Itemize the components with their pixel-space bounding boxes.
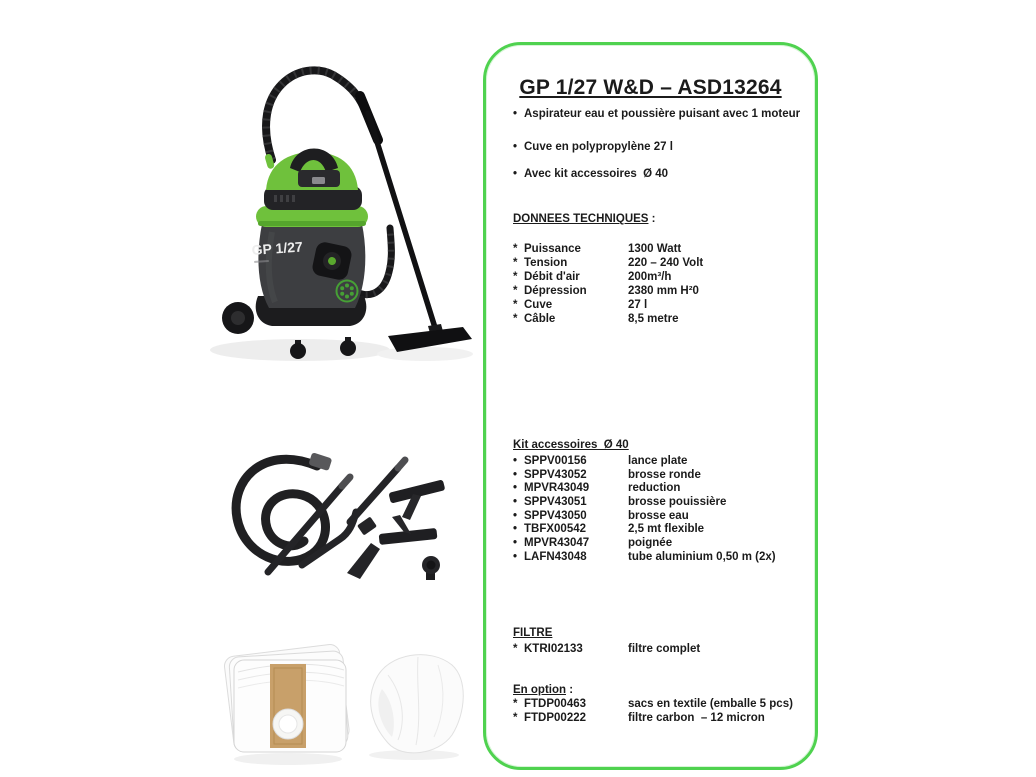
flexible-hose — [236, 459, 325, 561]
filter-table — [513, 643, 700, 657]
star-marker: * — [513, 285, 518, 297]
kit-section-heading: Kit accessoires Ø 40 — [513, 439, 629, 451]
star-marker: * — [513, 257, 518, 269]
filter-section-heading: FILTRE — [513, 627, 553, 639]
tech-row — [513, 313, 703, 327]
kit-code: SPPV43051 — [524, 496, 587, 509]
option-row — [513, 712, 793, 726]
kit-code: MPVR43049 — [524, 482, 590, 495]
feature-bullet — [513, 141, 673, 153]
tech-label: Tension — [524, 257, 568, 269]
kit-desc: brosse ronde — [628, 468, 701, 481]
vacuum-product-image — [200, 58, 480, 370]
bullet-dot-icon: • — [513, 468, 518, 481]
tech-row — [513, 299, 703, 313]
accessory-kit-image — [222, 428, 477, 603]
textile-filter-illustration — [358, 645, 470, 763]
kit-row — [513, 455, 776, 469]
dust-bags-illustration — [218, 638, 360, 770]
tech-label: Puissance — [524, 243, 581, 255]
tech-row — [513, 285, 703, 299]
bullet-dot-icon: • — [513, 482, 518, 495]
star-marker: * — [513, 313, 518, 325]
kit-code: SPPV43050 — [524, 509, 587, 522]
kit-desc: lance plate — [628, 455, 688, 467]
kit-desc: brosse eau — [628, 509, 689, 522]
reduction-adapter — [357, 516, 377, 535]
kit-code: TBFX00542 — [524, 523, 587, 536]
options-table — [513, 698, 793, 726]
bullet-dot-icon: • — [513, 537, 518, 550]
tech-value: 1300 Watt — [628, 243, 682, 255]
tech-table — [513, 243, 703, 327]
page-title: GP 1/27 W&D – ASD13264 — [519, 76, 782, 99]
dust-bags-image — [218, 638, 360, 770]
bullet-dot-icon: • — [513, 141, 518, 153]
textile-filter-image — [358, 645, 470, 763]
tech-label: Débit d'air — [524, 271, 580, 283]
kit-row — [513, 482, 776, 496]
tech-row — [513, 257, 703, 271]
tech-value: 220 – 240 Volt — [628, 257, 704, 269]
vacuum-model-label: GP 1/27 — [251, 238, 304, 258]
kit-row — [513, 551, 776, 565]
option-desc: filtre carbon – 12 micron — [628, 712, 765, 724]
tech-value: 2380 mm H²0 — [628, 285, 699, 297]
tech-label: Câble — [524, 313, 556, 325]
kit-code: SPPV43052 — [524, 468, 587, 481]
filter-code: KTRI02133 — [524, 643, 583, 655]
filter-desc: filtre complet — [628, 643, 701, 655]
bullet-dot-icon: • — [513, 168, 518, 180]
feature-bullet — [513, 168, 668, 180]
kit-code: LAFN43048 — [524, 550, 587, 563]
feature-text: Aspirateur eau et poussière puisant avec 1 moteur — [524, 108, 801, 120]
kit-row — [513, 523, 776, 537]
star-marker: * — [513, 698, 518, 710]
tech-section-heading: DONNEES TECHNIQUES : — [513, 213, 656, 225]
bullet-dot-icon: • — [513, 550, 518, 563]
accessory-kit-illustration — [222, 428, 477, 603]
option-code: FTDP00463 — [524, 698, 587, 710]
kit-row — [513, 510, 776, 524]
kit-table — [513, 455, 776, 565]
filter-row — [513, 643, 700, 657]
feature-text: Cuve en polypropylène 27 l — [524, 141, 673, 153]
kit-desc: 2,5 mt flexible — [628, 523, 705, 536]
floor-brush-2 — [379, 515, 438, 545]
bullet-dot-icon: • — [513, 108, 518, 120]
kit-desc: poignée — [628, 537, 673, 550]
kit-desc: reduction — [628, 482, 681, 495]
kit-row — [513, 537, 776, 551]
option-row — [513, 698, 793, 712]
star-marker: * — [513, 271, 518, 283]
tech-row — [513, 243, 703, 257]
bullet-dot-icon: • — [513, 509, 518, 522]
round-brush — [422, 556, 440, 580]
kit-code: SPPV00156 — [524, 455, 587, 467]
feature-text: Avec kit accessoires Ø 40 — [524, 168, 669, 180]
kit-row — [513, 496, 776, 510]
bullet-dot-icon: • — [513, 523, 518, 536]
bullet-dot-icon: • — [513, 455, 518, 467]
option-desc: sacs en textile (emballe 5 pcs) — [628, 698, 793, 710]
star-marker: * — [513, 243, 518, 255]
floor-brush — [388, 479, 445, 520]
star-marker: * — [513, 712, 518, 724]
tech-value: 8,5 metre — [628, 313, 679, 325]
star-marker: * — [513, 643, 518, 655]
feature-bullet — [513, 108, 800, 120]
flat-lance — [347, 543, 380, 579]
tech-label: Dépression — [524, 285, 587, 297]
bullet-dot-icon: • — [513, 496, 518, 509]
tech-row — [513, 271, 703, 285]
tech-label: Cuve — [524, 299, 553, 311]
kit-desc: tube aluminium 0,50 m (2x) — [628, 550, 776, 563]
star-marker: * — [513, 299, 518, 311]
tech-value: 27 l — [628, 299, 648, 311]
vacuum-illustration — [200, 58, 480, 370]
options-section-heading: En option : — [513, 684, 574, 696]
kit-row — [513, 469, 776, 483]
spec-panel — [483, 42, 818, 770]
option-code: FTDP00222 — [524, 712, 587, 724]
kit-code: MPVR43047 — [524, 537, 590, 550]
tech-value: 200m³/h — [628, 271, 672, 283]
wand-tube — [368, 113, 437, 334]
kit-desc: brosse pouissière — [628, 496, 727, 509]
